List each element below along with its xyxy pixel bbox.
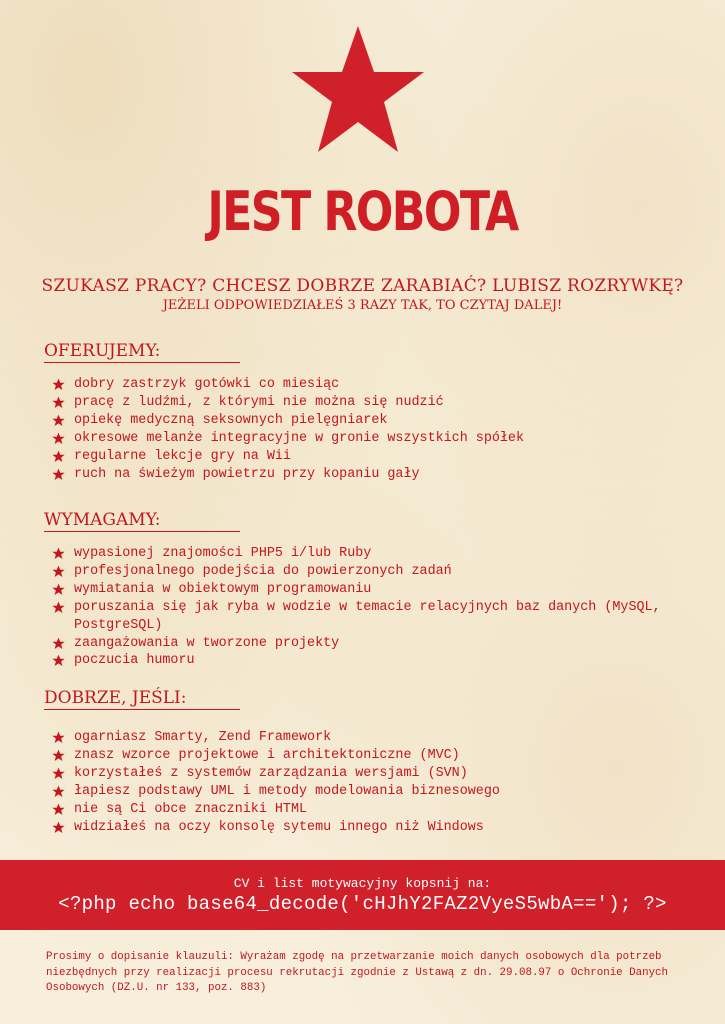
section-title-oferujemy: OFERUJEMY: [44,341,240,363]
star-bullet-icon [52,654,65,667]
star-bullet-icon [52,432,65,445]
contact-banner [0,860,725,930]
star-bullet-icon [52,637,65,650]
list-wymagamy [52,545,692,670]
contact-email-code: <?php echo base64_decode('cHJhY2FAZ2VyeS5wbA=='); ?> [58,893,667,915]
list-item-text: nie są Ci obce znaczniki HTML [74,801,308,817]
list-item [52,545,692,563]
list-item [52,448,692,466]
star-bullet-icon [52,468,65,481]
list-item-text: profesjonalnego podejścia do powierzonych zadań [74,563,452,579]
list-item [52,563,692,581]
list-item [52,412,692,430]
list-item-text: korzystałeś z systemów zarządzania wersjami (SVN) [74,765,468,781]
star-bullet-icon [52,378,65,391]
list-item [52,729,692,747]
list-item-text: zaangażowania w tworzone projekty [74,635,340,651]
star-bullet-icon [52,396,65,409]
headline-question: SZUKASZ PRACY? CHCESZ DOBRZE ZARABIAĆ? LUBISZ ROZRYWKĘ? [41,276,684,296]
list-item [52,819,692,837]
list-item [52,376,692,394]
star-bullet-icon [52,565,65,578]
list-item-text: poczucia humoru [74,653,195,669]
red-star-icon [290,24,426,156]
star-bullet-icon [52,785,65,798]
list-item [52,783,692,801]
star-bullet-icon [52,601,65,614]
contact-banner-caption: CV i list motywacyjny kopsnij na: [233,876,492,891]
list-item [52,430,692,448]
list-item-text: opiekę medyczną seksownych pielęgniarek [74,412,388,428]
star-bullet-icon [52,803,65,816]
list-item-text: pracę z ludźmi, z którymi nie można się nudzić [74,394,444,410]
list-dobrze-jesli [52,729,692,836]
section-title-dobrze-jesli: DOBRZE, JEŚLI: [44,688,240,710]
list-item [52,394,692,412]
page-title: JEST ROBOTA [207,180,518,243]
star-bullet-icon [52,767,65,780]
list-item [52,635,692,653]
star-bullet-icon [52,583,65,596]
list-item-text: ogarniasz Smarty, Zend Framework [74,730,332,745]
star-bullet-icon [52,450,65,463]
list-item [52,765,692,783]
star-bullet-icon [52,414,65,427]
list-item-text: wypasionej znajomości PHP5 i/lub Ruby [74,546,372,561]
list-item-text: znasz wzorce projektowe i architektoniczne (MVC) [74,747,460,763]
list-item-text: widziałeś na oczy konsolę sytemu innego niż Windows [74,819,484,835]
list-item [52,652,692,670]
headline-subquestion: JEŻELI ODPOWIEDZIAŁEŚ 3 RAZY TAK, TO CZYTAJ DALEJ! [162,298,563,313]
list-item [52,599,692,635]
list-item [52,801,692,819]
list-item-text: ruch na świeżym powietrzu przy kopaniu gały [74,466,420,482]
list-item-text: regularne lekcje gry na Wii [74,448,291,464]
list-item-text: łapiesz podstawy UML i metody modelowania biznesowego [74,783,500,799]
list-item [52,581,692,599]
star-bullet-icon [52,547,65,560]
section-title-wymagamy: WYMAGAMY: [44,510,240,532]
list-oferujemy [52,376,692,483]
list-item-text: okresowe melanże integracyjne w gronie wszystkich spółek [74,430,524,446]
list-item [52,466,692,484]
star-bullet-icon [52,821,65,834]
star-bullet-icon [52,731,65,744]
list-item-text: wymiatania w obiektowym programowaniu [74,581,372,597]
privacy-clause: Prosimy o dopisanie klauzuli: Wyrażam zgodę na przetwarzanie moich danych osobowych dla potrzeb niezbędnych przy realizacji procesu rekrutacji zgodnie z Ustawą z dn. 29.08.97 o Ochronie Danych Osobowych (DZ.U. nr 133, poz. 883) [46,951,669,994]
list-item-text: dobry zastrzyk gotówki co miesiąc [74,377,340,392]
star-bullet-icon [52,749,65,762]
list-item-text: poruszania się jak ryba w wodzie w temacie relacyjnych baz danych (MySQL, PostgreSQL) [74,599,661,633]
list-item [52,747,692,765]
